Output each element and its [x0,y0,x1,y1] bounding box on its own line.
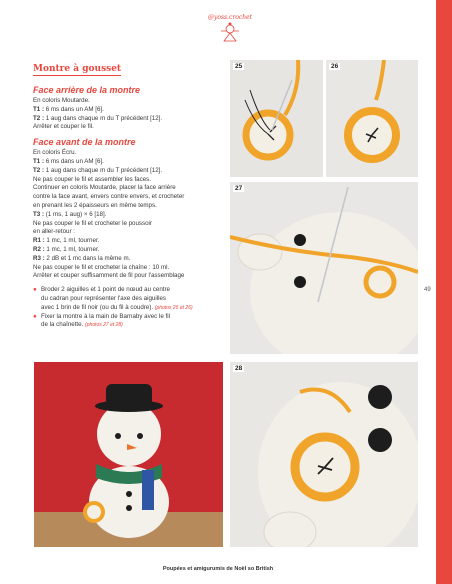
step-line: T2 : 1 aug dans chaque m du T précédent [12]. [33,114,163,122]
step-line: R2 : 1 mc, 1 ml, tourner. [33,245,100,253]
step-line: Continuer en coloris Moutarde, placer la face arrière [33,184,176,192]
attaching-watch-image [230,182,418,354]
photo-28 [230,362,418,547]
photo-25 [230,60,323,177]
photo-number: 26 [331,63,339,70]
step-line: T3 : (1 ms, 1 aug) × 6 [18]. [33,210,107,218]
step-line: contre la face avant, envers contre envers, et crocheter [33,193,185,201]
watch-attached-image [230,362,418,547]
photo-number: 27 [235,185,243,192]
step-line: R3 : 2 dB et 1 mc dans la même m. [33,254,131,262]
step-line: en prenant les 2 épaisseurs en même temps. [33,201,157,209]
step-line: Arrêter et couper suffisamment de fil pour l'assemblage [33,272,185,280]
photo-reference: (photos 27 et 28) [85,322,123,329]
bullet-dot-icon: ● [33,286,37,294]
footer-book-title: Poupées et amigurumis de Noël so British [162,566,274,572]
step-line: En coloris Écru. [33,149,77,157]
step-line: T2 : 1 aug dans chaque m du T précédent [12]. [33,166,163,174]
step-line: Ne pas couper le fil et crocheter la chaîne : 10 ml. [33,263,170,271]
front-face-steps [33,149,225,281]
page-number: 49 [424,287,431,293]
step-line: En coloris Moutarde. [33,97,90,104]
snowman-amigurumi-image [34,362,223,547]
step-line: en aller-retour : [33,228,75,236]
photo-27 [230,182,418,354]
watch-back-embroidery-image [230,60,323,177]
bullet-dot-icon: ● [33,312,37,320]
bullet-item: ● Fixer la montre à la main de Barnaby avec le fil de la chaînette. (photos 27 et 28) [33,312,170,329]
back-face-steps [33,97,225,132]
doll-logo-icon [219,22,241,42]
brand-logo [200,14,260,42]
photo-number: 28 [235,365,243,372]
photo-26 [326,60,418,177]
step-line: Ne pas couper le fil et crocheter le poussoir [33,219,152,227]
step-line: T1 : 6 ms dans un AM [6]. [33,105,104,113]
instructions-column [33,58,225,330]
section-title: Montre à gousset [33,64,122,74]
finishing-bullets [33,286,225,330]
bullet-item: ● Broder 2 aiguilles et 1 point de nœud au centre du cadran pour représenter l'axe des aiguilles avec 1 brin de fil noir (ou du fil à coudre). (photos 25 et 26) [33,286,193,311]
watch-face-image [326,60,418,177]
brand-tag: @yoss.crochet [207,14,253,21]
step-line: R1 : 1 mc, 1 ml, tourner. [33,237,100,245]
photo-snowman [34,362,223,547]
step-line: Ne pas couper le fil et assembler les faces. [33,175,151,183]
step-line: T1 : 6 ms dans un AM [6]. [33,157,104,165]
front-face-heading: Face avant de la montre [33,137,136,148]
side-accent-bar [436,0,452,584]
photo-number: 25 [235,63,243,70]
step-line: Arrêter et couper le fil. [33,123,94,131]
back-face-heading: Face arrière de la montre [33,85,141,95]
photo-reference: (photos 25 et 26) [154,304,193,311]
